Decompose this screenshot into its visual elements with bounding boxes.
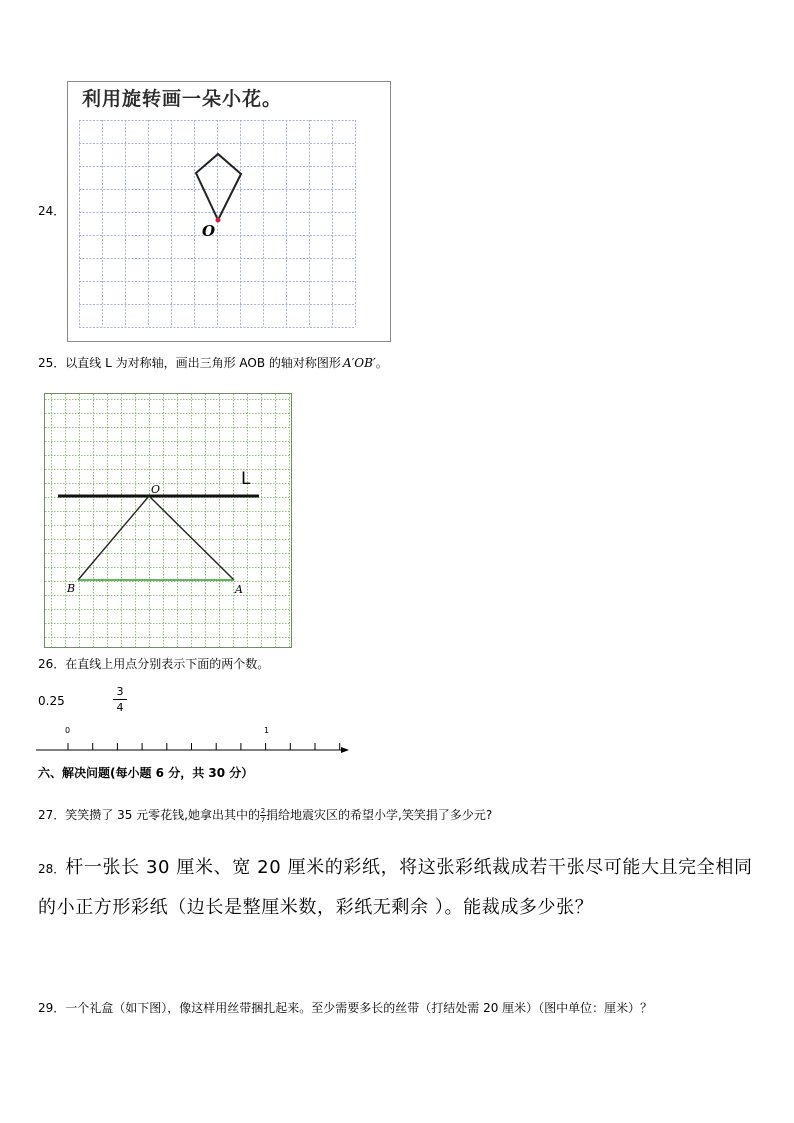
question-number-27: 27． [38,808,66,822]
panel-title: 利用旋转画一朵小花。 [82,88,283,110]
question-29 [38,1000,652,1016]
question-27-text-after: 捐给地震灾区的希望小学,笑笑捐了多少元? [266,808,493,822]
question-number-29: 29． [38,1001,66,1015]
question-number-24: 24． [38,204,66,218]
fraction-27-numerator: 2 [260,807,266,815]
figure-name: A′OB′ [342,356,376,370]
question-number-28: 28． [38,862,66,876]
vertex-label-o: O [151,483,161,496]
decimal-value: 0.25 [38,694,65,708]
fraction-three-quarters [113,685,127,714]
question-26-text: 在直线上用点分别表示下面的两个数。 [65,657,270,671]
question-28-text-1: 杆一张长 30 厘米、宽 20 厘米的彩纸，将这张彩纸裁成若干张尽可能大且完全相同 [65,857,753,878]
kite-shape [196,154,241,220]
segment-oa [149,496,234,580]
question-28-text-2: 的小正方形彩纸（边长是整厘米数，彩纸无剩余 ）。能裁成多少张？ [38,897,594,918]
vertex-label-a: A [235,583,243,596]
question-25-text: 以直线 L 为对称轴，画出三角形 AOB 的轴对称图形 [65,356,341,370]
question-26 [38,656,269,672]
kite-figure [68,82,390,341]
rotation-flower-panel [67,81,391,342]
vertex-label-b: B [67,582,76,595]
tick-label-zero: 0 [65,726,71,735]
fraction-27-denominator: 7 [260,816,266,824]
question-28-line-1 [38,856,753,880]
tick-label-one: 1 [264,726,270,735]
fraction-numerator: 3 [116,685,124,698]
question-25 [38,355,388,371]
question-number-26: 26． [38,657,66,671]
line-label-l: L [241,469,251,489]
section-heading: 六、解决问题(每小题 6 分，共 30 分） [38,766,254,780]
fraction-bar [113,699,127,700]
question-29-text: 一个礼盒（如下图），像这样用丝带捆扎起来。至少需要多长的丝带（打结处需 20 厘米）（图中单位：厘米）？ [65,1001,653,1015]
point-label-o: O [202,222,216,240]
segment-ob [78,496,149,580]
question-27-text-before: 笑笑攒了 35 元零花钱,她拿出其中的 [65,808,260,822]
rotation-center-point [216,218,221,223]
question-25-end: 。 [375,356,388,370]
question-number-25: 25． [38,356,66,370]
triangle-figure [45,394,291,647]
fraction-denominator: 4 [116,701,124,714]
question-27 [38,807,492,824]
symmetry-grid-panel [44,393,292,648]
number-line [36,736,352,756]
number-line-arrow [341,747,349,753]
